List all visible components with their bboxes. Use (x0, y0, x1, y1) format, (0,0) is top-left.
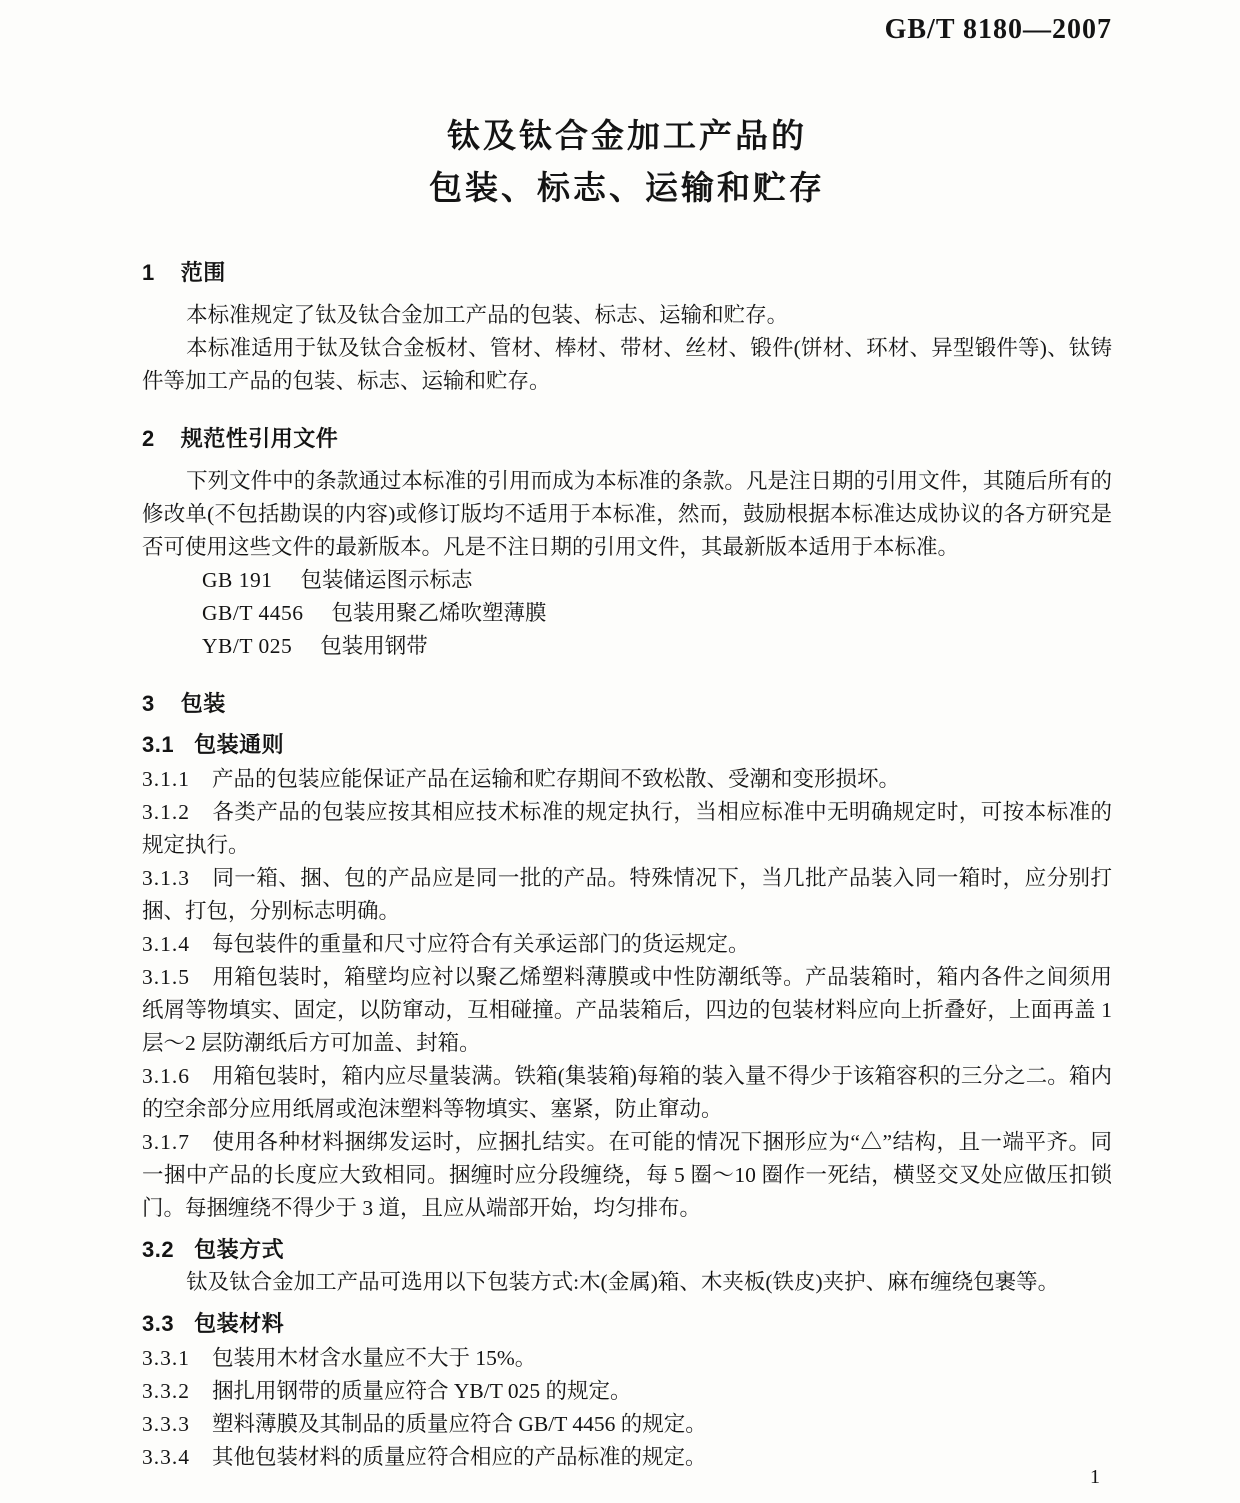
subsection-number: 3.1 (142, 732, 175, 757)
section-label: 包装 (180, 691, 226, 716)
clause-3-1-3 (142, 862, 1112, 928)
clause-text: 产品的包装应能保证产品在运输和贮存期间不致松散、受潮和变形损坏。 (212, 767, 901, 791)
section-number: 1 (142, 260, 155, 285)
scope-paragraph-1: 本标准规定了钛及钛合金加工产品的包装、标志、运输和贮存。 (186, 303, 789, 327)
clause-text: 同一箱、捆、包的产品应是同一批的产品。特殊情况下，当几批产品装入同一箱时，应分别打捆、打包，分别标志明确。 (142, 866, 1112, 923)
section-label: 规范性引用文件 (180, 426, 339, 451)
clause-3-3-2 (142, 1375, 1112, 1408)
clause-text: 其他包装材料的质量应符合相应的产品标准的规定。 (212, 1445, 707, 1469)
title-line-1: 钛及钛合金加工产品的 (447, 117, 807, 154)
clause-number: 3.3.4 (142, 1445, 190, 1469)
subsection-label: 包装材料 (194, 1311, 285, 1336)
reference-code: YB/T 025 (202, 634, 293, 658)
page-number: 1 (1090, 1466, 1100, 1488)
subsection-heading-packing-materials (142, 1307, 1112, 1340)
reference-title: 包装用钢带 (320, 634, 428, 658)
section-label: 范围 (180, 260, 226, 285)
clause-3-3-3 (142, 1408, 1112, 1441)
clause-text: 捆扎用钢带的质量应符合 YB/T 025 的规定。 (212, 1379, 632, 1403)
clause-number: 3.3.1 (142, 1346, 190, 1370)
clause-number: 3.1.4 (142, 932, 190, 956)
packing-methods-text: 钛及钛合金加工产品可选用以下包装方式:木(金属)箱、木夹板(铁皮)夹护、麻布缠绕包裹等。 (186, 1270, 1060, 1294)
clause-3-1-6 (142, 1060, 1112, 1126)
section-heading-packaging (142, 687, 1112, 720)
subsection-number: 3.3 (142, 1311, 175, 1336)
clause-text: 每包装件的重量和尺寸应符合有关承运部门的货运规定。 (212, 932, 750, 956)
clause-text: 各类产品的包装应按其相应技术标准的规定执行，当相应标准中无明确规定时，可按本标准的规定执行。 (142, 800, 1112, 857)
reference-item (142, 597, 1112, 630)
reference-item (142, 630, 1112, 663)
clause-text: 用箱包装时，箱壁均应衬以聚乙烯塑料薄膜或中性防潮纸等。产品装箱时，箱内各件之间须用纸屑等物填实、固定，以防窜动，互相碰撞。产品装箱后，四边的包装材料应向上折叠好，上面再盖 1 层～2 层防潮纸后方可加盖、封箱。 (142, 965, 1112, 1055)
section-number: 2 (142, 426, 155, 451)
document-title (142, 110, 1112, 214)
clause-number: 3.1.2 (142, 800, 190, 824)
clause-number: 3.1.1 (142, 767, 190, 791)
clause-number: 3.1.5 (142, 965, 190, 989)
reference-code: GB/T 4456 (202, 601, 304, 625)
subsection-label: 包装方式 (194, 1237, 285, 1262)
reference-title: 包装储运图示标志 (300, 568, 473, 592)
section-heading-scope (142, 256, 1112, 289)
scope-paragraph-2: 本标准适用于钛及钛合金板材、管材、棒材、带材、丝材、锻件(饼材、环材、异型锻件等)、钛铸件等加工产品的包装、标志、运输和贮存。 (142, 336, 1112, 393)
reference-item (142, 564, 1112, 597)
clause-number: 3.1.3 (142, 866, 190, 890)
standard-number: GB/T 8180—2007 (884, 14, 1112, 45)
clause-number: 3.3.2 (142, 1379, 190, 1403)
title-line-2: 包装、标志、运输和贮存 (429, 169, 825, 206)
clause-text: 使用各种材料捆绑发运时，应捆扎结实。在可能的情况下捆形应为“△”结构，且一端平齐。同一捆中产品的长度应大致相同。捆缠时应分段缠绕，每 5 圈～10 圈作一死结，横竖交叉处应做压扣锁门。每捆缠绕不得少于 3 道，且应从端部开始，均匀排布。 (142, 1130, 1112, 1220)
clause-3-1-1 (142, 763, 1112, 796)
doc-header (142, 14, 1112, 46)
clause-text: 塑料薄膜及其制品的质量应符合 GB/T 4456 的规定。 (212, 1412, 707, 1436)
general-rules-clauses (142, 763, 1112, 1225)
clause-text: 用箱包装时，箱内应尽量装满。铁箱(集装箱)每箱的装入量不得少于该箱容积的三分之二。箱内的空余部分应用纸屑或泡沫塑料等物填实、塞紧，防止窜动。 (142, 1064, 1112, 1121)
packing-materials-clauses (142, 1342, 1112, 1474)
subsection-number: 3.2 (142, 1237, 175, 1262)
references-intro: 下列文件中的条款通过本标准的引用而成为本标准的条款。凡是注日期的引用文件，其随后所有的修改单(不包括勘误的内容)或修订版均不适用于本标准，然而，鼓励根据本标准达成协议的各方研究是否可使用这些文件的最新版本。凡是不注日期的引用文件，其最新版本适用于本标准。 (142, 469, 1112, 559)
clause-3-1-4 (142, 928, 1112, 961)
clause-3-1-5 (142, 961, 1112, 1060)
clause-number: 3.1.6 (142, 1064, 190, 1088)
section-number: 3 (142, 691, 155, 716)
reference-title: 包装用聚乙烯吹塑薄膜 (331, 601, 547, 625)
subsection-heading-packing-methods (142, 1233, 1112, 1266)
clause-number: 3.1.7 (142, 1130, 190, 1154)
subsection-label: 包装通则 (194, 732, 285, 757)
subsection-heading-general-rules (142, 728, 1112, 761)
clause-number: 3.3.3 (142, 1412, 190, 1436)
clause-3-3-1 (142, 1342, 1112, 1375)
reference-code: GB 191 (202, 568, 273, 592)
clause-3-1-7 (142, 1126, 1112, 1225)
clause-text: 包装用木材含水量应不大于 15%。 (212, 1346, 537, 1370)
section-heading-references (142, 422, 1112, 455)
clause-3-1-2 (142, 796, 1112, 862)
clause-3-3-4 (142, 1441, 1112, 1474)
